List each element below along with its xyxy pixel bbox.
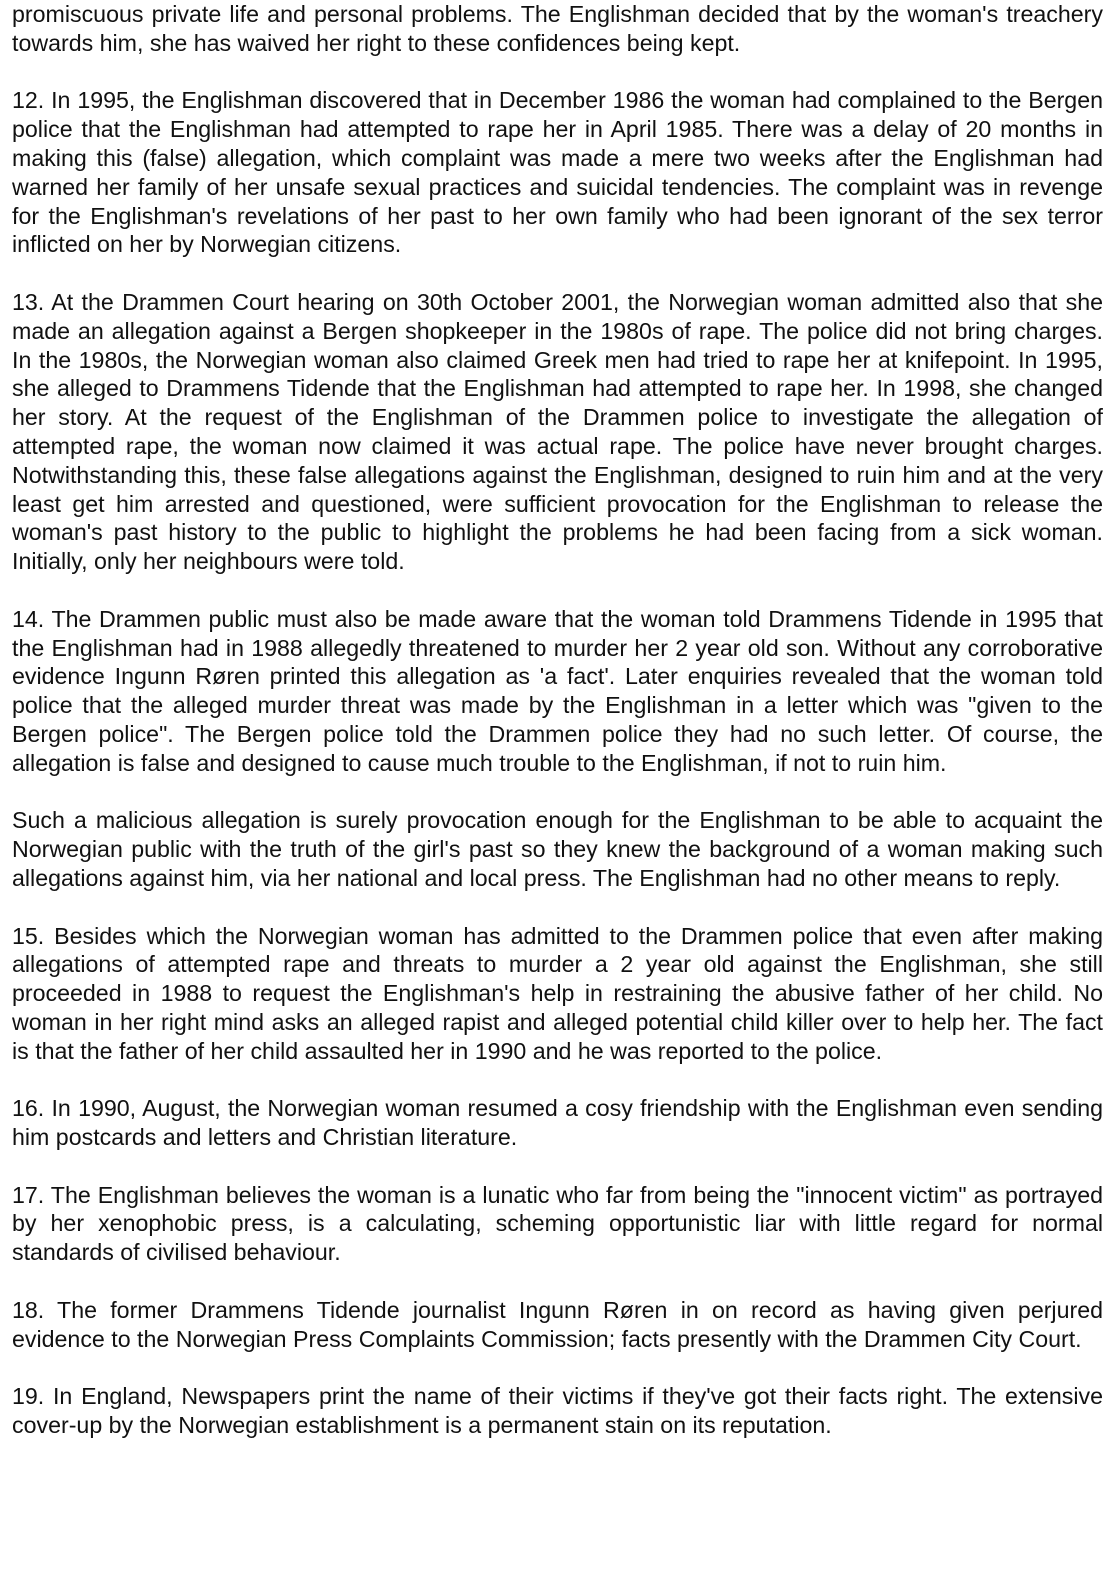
paragraph-spacer bbox=[12, 576, 1103, 605]
paragraph-14: 14. The Drammen public must also be made aware that the woman told Drammens Tidende in 1995 that the Englishman had in 1988 allegedly threatened to murder her 2 year old son. Without any corroborative evidence Ingunn Røren printed this allegation as 'a fact'. Later enquiries revealed that the woman told police that the alleged murder threat was made by the Englishman in a letter which was "given to the Bergen police". The Bergen police told the Drammen police they had no such letter. Of course, the allegation is false and designed to cause much trouble to the Englishman, if not to ruin him. bbox=[12, 605, 1103, 776]
paragraph-18: 18. The former Drammens Tidende journalist Ingunn Røren in on record as having given perjured evidence to the Norwegian Press Complaints Commission; facts presently with the Drammen City Court. bbox=[12, 1296, 1103, 1352]
paragraph-19: 19. In England, Newspapers print the name of their victims if they've got their facts right. The extensive cover-up by the Norwegian establishment is a permanent stain on its reputation. bbox=[12, 1383, 1103, 1439]
paragraph-spacer bbox=[12, 58, 1103, 87]
paragraph-spacer bbox=[12, 1152, 1103, 1181]
paragraph-continuation: promiscuous private life and personal problems. The Englishman decided that by the woman's treachery towards him, she has waived her right to these confidences being kept. bbox=[12, 1, 1103, 56]
paragraph-spacer bbox=[12, 1353, 1103, 1382]
paragraph-12: 12. In 1995, the Englishman discovered that in December 1986 the woman had complained to the Bergen police that the Englishman had attempted to rape her in April 1985. There was a delay of 20 months in making this (false) allegation, which complaint was made a mere two weeks after the Englishman had warned her family of her unsafe sexual practices and suicidal tendencies. The complaint was in revenge for the Englishman's revelations of her past to her own family who had been ignorant of the sex terror inflicted on her by Norwegian citizens. bbox=[12, 87, 1103, 258]
paragraph-13: 13. At the Drammen Court hearing on 30th October 2001, the Norwegian woman admitted also that she made an allegation against a Bergen shopkeeper in the 1980s of rape. The police did not bring charges. In the 1980s, the Norwegian woman also claimed Greek men had tried to rape her at knifepoint. In 1995, she alleged to Drammens Tidende that the Englishman had attempted to rape her. In 1998, she changed her story. At the request of the Englishman of the Drammen police to investigate the allegation of attempted rape, the woman now claimed it was actual rape. The police have never brought charges. Notwithstanding this, these false allegations against the Englishman, designed to ruin him and at the very least get him arrested and questioned, were sufficient provocation for the Englishman to release the woman's past history to the public to highlight the problems he had been facing from a sick woman. Initially, only her neighbours were told. bbox=[12, 288, 1103, 575]
paragraph-15: 15. Besides which the Norwegian woman has admitted to the Drammen police that even after making allegations of attempted rape and threats to murder a 2 year old against the Englishman, she still proceeded in 1988 to request the Englishman's help in restraining the abusive father of her child. No woman in her right mind asks an alleged rapist and alleged potential child killer over to help her. The fact is that the father of her child assaulted her in 1990 and he was reported to the police. bbox=[12, 922, 1103, 1064]
paragraph-16: 16. In 1990, August, the Norwegian woman resumed a cosy friendship with the Englishman even sending him postcards and letters and Christian literature. bbox=[12, 1095, 1103, 1151]
paragraph-spacer bbox=[12, 1065, 1103, 1094]
paragraph-spacer bbox=[12, 778, 1103, 807]
document-page bbox=[12, 0, 1103, 1440]
paragraph-spacer bbox=[12, 259, 1103, 288]
paragraph-spacer bbox=[12, 1267, 1103, 1296]
paragraph-14-continued: Such a malicious allegation is surely provocation enough for the Englishman to be able to acquaint the Norwegian public with the truth of the girl's past so they knew the background of a woman making such allegations against him, via her national and local press. The Englishman had no other means to reply. bbox=[12, 807, 1103, 891]
paragraph-17: 17. The Englishman believes the woman is a lunatic who far from being the "innocent victim" as portrayed by her xenophobic press, is a calculating, scheming opportunistic liar with little regard for normal standards of civilised behaviour. bbox=[12, 1181, 1103, 1266]
paragraph-spacer bbox=[12, 893, 1103, 922]
